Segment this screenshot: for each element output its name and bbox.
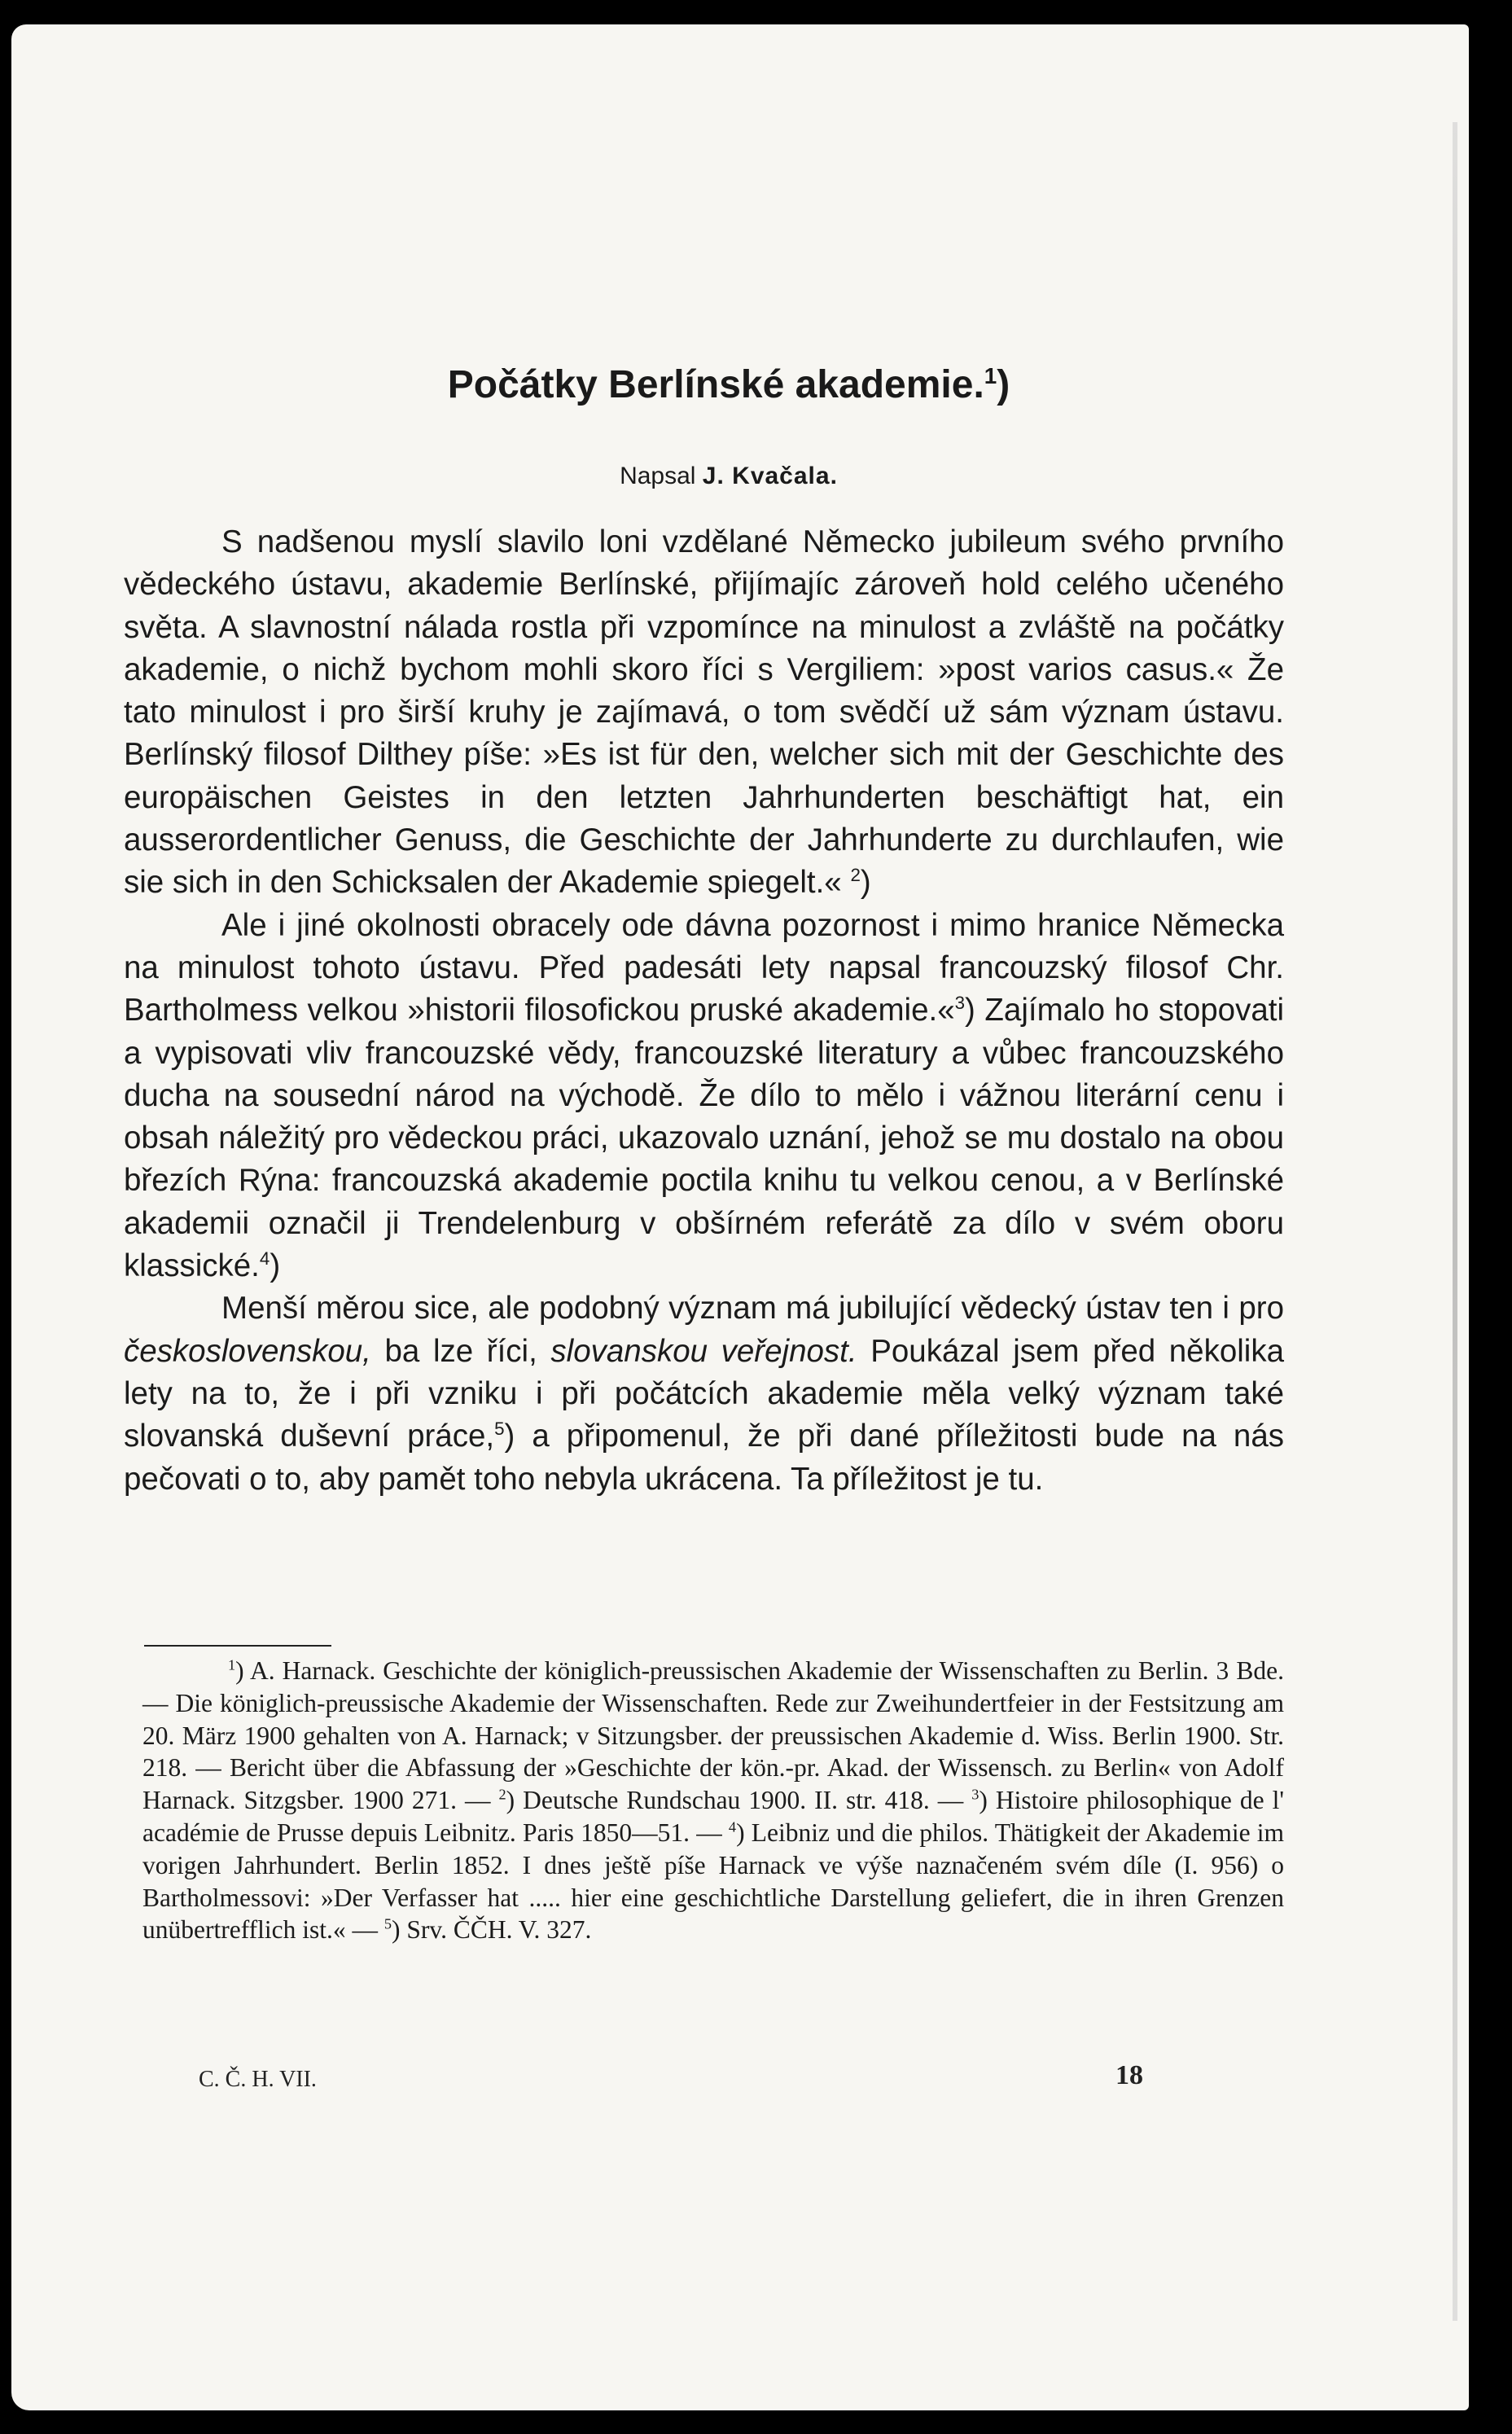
paragraph-2-text-a: Ale i jiné okolnosti obracely ode dávna pozornost i mimo hranice Německa na minulost tohoto ústavu. Před padesáti lety napsal francouzský filosof Chr. Bartholmess velkou »historii filosofickou pruské akademie.« (124, 907, 1284, 1028)
page-edge-shadow (1453, 122, 1457, 2321)
footnote-ref-4: 4 (259, 1248, 270, 1270)
article-title: Počátky Berlínské akademie.$^1$) (447, 363, 1010, 406)
article-body (124, 521, 1284, 1501)
title-footnote-mark: 1 (984, 363, 997, 388)
paragraph-3-italic-1: československou, (124, 1333, 371, 1369)
footnote-5-mark: 5 (383, 1915, 392, 1932)
paragraph-3-italic-2: slovanskou veřejnost. (550, 1333, 857, 1369)
paragraph-3-text-c: Poukázal jsem před několika lety na to, že i při vzniku i při počátcích akademie měla velký význam také slovanská duševní práce, (124, 1333, 1285, 1454)
footnote-separator (144, 1645, 331, 1647)
footnote-ref-3: 3 (954, 993, 966, 1014)
footnote-3-mark: 3 (971, 1786, 980, 1803)
paragraph-2: Ale i jiné okolnosti obracely ode dávna pozornost i mimo hranice Německa na minulost tohoto ústavu. Před padesáti lety napsal francouzský filosof Chr. Bartholmess velkou »historii filosofickou pruské akademie.«$^3$) Zajímalo ho stopovati a vypisovati vliv francouzské vědy, francouzské literatury a vůbec francouzského ducha na sousední národ na východě. Že dílo to mělo i vážnou literární cenu i obsah náležitý pro vědeckou práci, ukazovalo uznání, jehož se mu dostalo na obou březích Rýna: francouzská akademie poctila knihu tu velkou cenou, a v Berlínské akademii označil ji Trendelenburg v obšírném referátě za dílo v svém oboru klassické.$^4$) (124, 907, 1285, 1284)
footnote-4-mark: 4 (728, 1818, 737, 1835)
footnote-ref-5: 5 (494, 1419, 505, 1440)
paragraph-2-text-b: Zajímalo ho stopovati a vypisovati vliv francouzské vědy, francouzské literatury a vůbec francouzského ducha na sousední národ na východě. Že dílo to mělo i vážnou literární cenu i obsah náležitý pro vědeckou práci, ukazovalo uznání, jehož se mu dostalo na obou březích Rýna: francouzská akademie poctila knihu tu velkou cenou, a v Berlínské akademii označil ji Trendelenburg v obšírném referátě za dílo v svém oboru klassické. (124, 993, 1285, 1284)
footnote-3: ) Histoire philosophique de l' académie de Prusse depuis Leibnitz. Paris 1850—51. — (142, 1786, 1284, 1847)
paragraph-3-text-a: Menší měrou sice, ale podobný význam má jubilující vědecký ústav ten i pro (221, 1291, 1284, 1327)
byline-prefix: Napsal (620, 463, 696, 489)
paragraph-1-text: S nadšenou myslí slavilo loni vzdělané Německo jubileum svého prvního vědeckého ústavu, akademie Berlínské, přijímajíc zároveň hold celého učeného světa. A slavnostní nálada rostla při vzpomínce na minulost a zvláště na počátky akademie, o nichž bychom mohli skoro říci s Vergiliem: »post varios casus.« Že tato minulost i pro širší kruhy je zajímavá, o tom svědčí už sám význam ústavu. Berlínský filosof Dilthey píše: »Es ist für den, welcher sich mit der Geschichte des europäischen Geistes in den letzten Jahrhunderten beschäftigt hat, ein ausserordentlicher Genuss, die Geschichte der Jahrhunderte zu durchlaufen, wie sie sich in den Schicksalen der Akademie spiegelt.« (124, 524, 1284, 901)
footnote-ref-2: 2 (850, 865, 861, 886)
footnote-2: ) Deutsche Rundschau 1900. II. str. 418. — (506, 1786, 964, 1815)
footnote-4: ) Leibniz und die philos. Thätigkeit der Akademie im vorigen Jahrhundert. Berlin 1852. I dnes ještě píše Harnack ve výše naznačeném svém díle (I. 956) o Bartholmessovi: »Der Verfasser hat ..... hier eine geschichtliche Darstellung geliefert, die in ihren Grenzen unübertrefflich ist.« — (142, 1818, 1285, 1945)
footnote-2-mark: 2 (498, 1786, 506, 1803)
footnote-block (142, 1655, 1284, 1946)
paragraph-3: Menší měrou sice, ale podobný význam má jubilující vědecký ústav ten i pro československou, ba lze říci, slovanskou veřejnost. Poukázal jsem před několika lety na to, že i při vzniku i při počátcích akademie měla velký význam také slovanská duševní práce,$^5$) a připomenul, že při dané příležitosti bude na nás pečovati o to, aby pamět toho nebyla ukrácena. Ta příležitost je tu. (124, 1291, 1285, 1497)
paragraph-1: S nadšenou myslí slavilo loni vzdělané Německo jubileum svého prvního vědeckého ústavu, akademie Berlínské, přijímajíc zároveň hold celého učeného světa. A slavnostní nálada rostla při vzpomínce na minulost a zvláště na počátky akademie, o nichž bychom mohli skoro říci s Vergiliem: »post varios casus.« Že tato minulost i pro širší kruhy je zajímavá, o tom svědčí už sám význam ústavu. Berlínský filosof Dilthey píše: »Es ist für den, welcher sich mit der Geschichte des europäischen Geistes in den letzten Jahrhunderten beschäftigt hat, ein ausserordentlicher Genuss, die Geschichte der Jahrhunderte zu durchlaufen, wie sie sich in den Schicksalen der Akademie spiegelt.« $^2$) (124, 524, 1284, 901)
footnote-5: ) Srv. ČČH. V. 327. (392, 1915, 592, 1945)
footnote-1-mark: 1 (228, 1656, 236, 1673)
article-title-text: Počátky Berlínské akademie. (447, 363, 984, 406)
footnote-1: ) A. Harnack. Geschichte der königlich-preussischen Akademie der Wissenschaften zu Berlin. 3 Bde. — Die königlich-preussische Akademie der Wissenschaften. Rede zur Zweihundertfeier in der Festsitzung am 20. März 1900 gehalten von A. Harnack; v Sitzungsber. der preussischen Akademie d. Wiss. Berlin 1900. Str. 218. — Bericht über die Abfassung der »Geschichte der kön.-pr. Akad. der Wissensch. zu Berlin« von Adolf Harnack. Sitzgsber. 1900 271. — (142, 1656, 1284, 1815)
byline (0, 463, 1457, 490)
printer-signature: C. Č. H. VII. (199, 2067, 317, 2092)
sheet-number: 18 (1115, 2060, 1143, 2090)
paragraph-3-text-b: ba lze říci, (370, 1333, 551, 1369)
footnotes (142, 1655, 1284, 1946)
author-name: J. Kvačala. (702, 463, 838, 489)
paragraph-3-text-d: a připomenul, že při dané příležitosti bude na nás pečovati o to, aby pamět toho nebyla ukrácena. Ta příležitost je tu. (124, 1419, 1284, 1497)
